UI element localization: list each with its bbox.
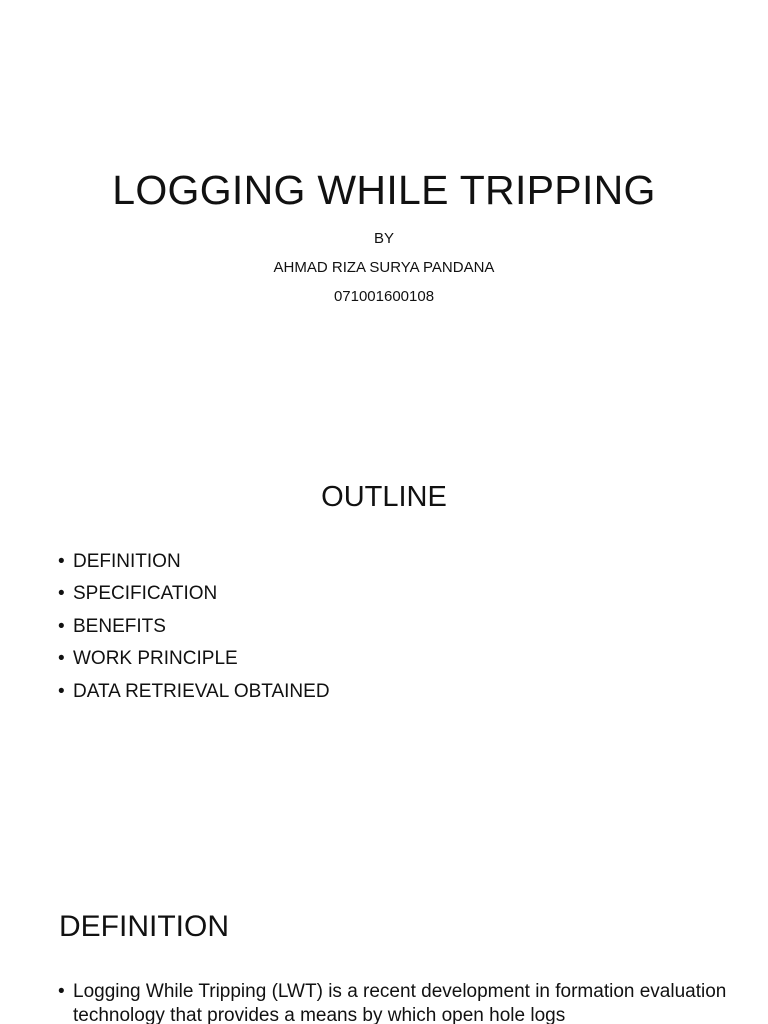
definition-text: Logging While Tripping (LWT) is a recent development in formation evaluation technology that provides a means by which open hole logs xyxy=(73,981,727,1024)
presentation-title: LOGGING WHILE TRIPPING xyxy=(112,167,656,213)
by-label: BY xyxy=(373,230,394,247)
author-name: AHMAD RIZA SURYA PANDANA xyxy=(273,259,495,276)
outline-item-label: BENEFITS xyxy=(73,615,166,637)
outline-item-data-retrieval xyxy=(58,676,330,708)
title-slide xyxy=(0,0,768,432)
outline-item-label: DEFINITION xyxy=(73,551,181,572)
definition-title: DEFINITION xyxy=(59,910,229,943)
student-id: 071001600108 xyxy=(333,288,435,305)
definition-slide xyxy=(0,864,768,1024)
outline-title: OUTLINE xyxy=(321,481,447,513)
bullet-icon: • xyxy=(58,680,65,702)
outline-item-label: WORK PRINCIPLE xyxy=(73,648,238,670)
bullet-icon: • xyxy=(58,981,65,1002)
bullet-icon: • xyxy=(58,583,65,605)
bullet-icon: • xyxy=(58,648,65,670)
bullet-icon: • xyxy=(58,615,65,637)
bullet-icon: • xyxy=(58,551,65,572)
outline-item-label: SPECIFICATION xyxy=(73,583,218,605)
outline-list xyxy=(58,546,330,708)
outline-item-work-principle xyxy=(58,643,330,675)
outline-item-specification xyxy=(58,578,330,610)
outline-item-label: DATA RETRIEVAL OBTAINED xyxy=(73,680,330,702)
definition-body xyxy=(58,980,733,1024)
outline-slide xyxy=(0,432,768,864)
outline-item-definition xyxy=(58,546,330,578)
outline-item-benefits xyxy=(58,611,330,643)
